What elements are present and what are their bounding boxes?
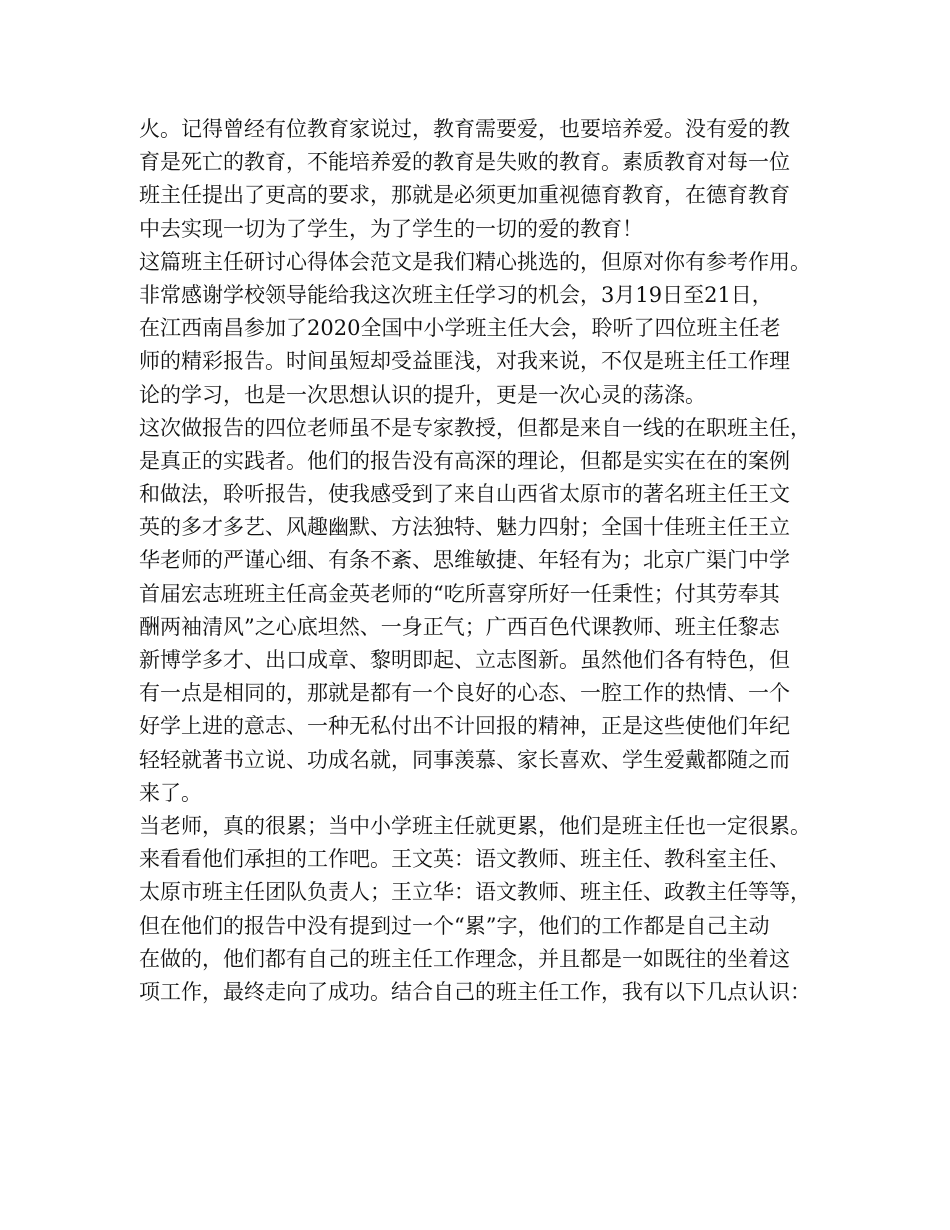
text-line: 华老师的严谨心细、有条不紊、思维敏捷、年轻有为；北京广渠门中学 [139, 548, 790, 573]
text-line: 新博学多才、出口成章、黎明即起、立志图新。虽然他们各有特色，但 [139, 648, 790, 672]
text-line: 但在他们的报告中没有提到过一个“累”字，他们的工作都是自己主动 [139, 913, 770, 938]
text-line: 轻轻就著书立说、功成名就，同事羡慕、家长喜欢、学生爱戴都随之而 [139, 747, 790, 772]
text-line: 这次做报告的四位老师虽不是专家教授，但都是来自一线的在职班主任， [139, 415, 811, 440]
text-line: 中去实现一切为了学生，为了学生的一切的爱的教育！ [139, 216, 643, 241]
text-line: 来看看他们承担的工作吧。王文英：语文教师、班主任、教科室主任、 [139, 847, 790, 872]
text-line: 当老师，真的很累；当中小学班主任就更累，他们是班主任也一定很累。 [139, 813, 811, 838]
text-line: 这篇班主任研讨心得体会范文是我们精心挑选的，但原对你有参考作用。 [139, 249, 811, 274]
text-line: 论的学习，也是一次思想认识的提升，更是一次心灵的荡涤。 [139, 382, 706, 407]
text-line: 太原市班主任团队负责人；王立华：语文教师、班主任、政教主任等等， [139, 880, 811, 905]
text-line: 非常感谢学校领导能给我这次班主任学习的机会，3月19日至21日， [139, 282, 773, 307]
text-line: 项工作，最终走向了成功。结合自己的班主任工作，我有以下几点认识： [139, 979, 811, 1004]
text-line: 好学上进的意志、一种无私付出不计回报的精神，正是这些使他们年纪 [139, 714, 790, 739]
text-line: 育是死亡的教育，不能培养爱的教育是失败的教育。素质教育对每一位 [139, 150, 790, 175]
text-line: 来了。 [139, 780, 202, 805]
text-line: 在江西南昌参加了2020全国中小学班主任大会，聆听了四位班主任老 [139, 316, 781, 341]
text-line: 首届宏志班班主任高金英老师的“吃所喜穿所好一任秉性；付其劳奉其 [139, 581, 780, 606]
text-line: 是真正的实践者。他们的报告没有高深的理论，但都是实实在在的案例 [139, 448, 790, 473]
text-line: 有一点是相同的，那就是都有一个良好的心态、一腔工作的热情、一个 [139, 681, 790, 706]
text-line: 和做法，聆听报告，使我感受到了来自山西省太原市的著名班主任王文 [139, 482, 790, 507]
text-line: 火。记得曾经有位教育家说过，教育需要爱，也要培养爱。没有爱的教 [139, 117, 790, 141]
text-line: 酬两袖清风”之心底坦然、一身正气；广西百色代课教师、班主任黎志 [139, 614, 780, 639]
body-text [139, 113, 829, 1009]
text-line: 班主任提出了更高的要求，那就是必须更加重视德育教育，在德育教育 [139, 183, 790, 208]
text-line: 英的多才多艺、风趣幽默、方法独特、魅力四射；全国十佳班主任王立 [139, 515, 790, 540]
text-line: 在做的，他们都有自己的班主任工作理念，并且都是一如既往的坐着这 [139, 946, 790, 971]
text-line: 师的精彩报告。时间虽短却受益匪浅，对我来说，不仅是班主任工作理 [139, 349, 790, 374]
